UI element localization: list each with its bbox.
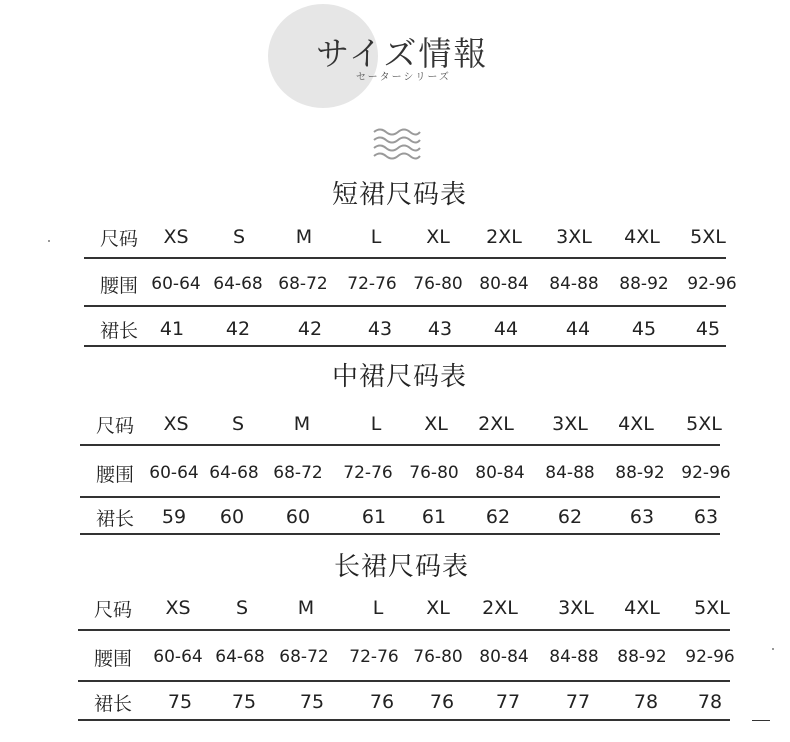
cell: M — [293, 413, 311, 435]
cell: 5XL — [690, 226, 726, 248]
row-divider — [84, 345, 726, 347]
cell: 80-84 — [479, 274, 529, 294]
cell: 63 — [693, 506, 719, 528]
cell: 76-80 — [413, 647, 463, 667]
cell: 72-76 — [347, 274, 397, 294]
cell: 77 — [495, 691, 521, 713]
cell: 44 — [493, 318, 519, 340]
cell: 88-92 — [619, 274, 669, 294]
cell: 62 — [557, 506, 583, 528]
cell: S — [235, 597, 249, 619]
cell: 41 — [159, 318, 185, 340]
cell: 77 — [565, 691, 591, 713]
cell: 60 — [285, 506, 311, 528]
cell: 3XL — [558, 597, 594, 619]
cell: M — [297, 597, 315, 619]
row-label-length: 裙长 — [99, 319, 138, 342]
cell: S — [232, 226, 246, 248]
cell: 3XL — [552, 413, 588, 435]
cell: 43 — [367, 318, 393, 340]
cell: 68-72 — [278, 274, 328, 294]
cell: 5XL — [686, 413, 722, 435]
row-label-waist: 腰围 — [95, 463, 134, 486]
table-row — [80, 498, 720, 536]
cell: 3XL — [556, 226, 592, 248]
cell: 60-64 — [153, 647, 203, 667]
row-divider — [80, 444, 720, 446]
cell: XS — [163, 413, 189, 435]
cell: 59 — [161, 506, 187, 528]
table-title-short: 短裙尺码表 — [332, 180, 468, 210]
cell: 92-96 — [681, 463, 731, 483]
row-label-size: 尺码 — [93, 598, 132, 621]
cell: 61 — [421, 506, 447, 528]
cell: 2XL — [482, 597, 518, 619]
row-divider — [78, 680, 730, 682]
page-title: サイズ情報 — [316, 34, 489, 73]
cell: 72-76 — [343, 463, 393, 483]
corner-mark — [752, 720, 770, 721]
table-title-medium: 中裙尺码表 — [332, 362, 468, 392]
stray-dot — [48, 240, 50, 242]
cell: XL — [426, 597, 450, 619]
cell: 72-76 — [349, 647, 399, 667]
cell: 64-68 — [209, 463, 259, 483]
cell: L — [370, 413, 382, 435]
cell: 92-96 — [685, 647, 735, 667]
cell: 45 — [695, 318, 721, 340]
cell: 84-88 — [549, 647, 599, 667]
cell: S — [231, 413, 245, 435]
table-row — [78, 589, 730, 627]
row-label-waist: 腰围 — [93, 647, 132, 670]
stray-dot — [772, 648, 774, 650]
cell: 60-64 — [149, 463, 199, 483]
cell: 4XL — [618, 413, 654, 435]
page-subtitle: セーターシリーズ — [356, 72, 451, 83]
table-row — [80, 454, 731, 492]
table-row — [84, 218, 726, 256]
cell: 42 — [297, 318, 323, 340]
cell: 76 — [369, 691, 395, 713]
cell: 42 — [225, 318, 251, 340]
cell: L — [370, 226, 382, 248]
cell: 80-84 — [475, 463, 525, 483]
row-divider — [84, 305, 726, 307]
table-title-long: 长裙尺码表 — [334, 552, 470, 582]
cell: 2XL — [486, 226, 522, 248]
cell: 80-84 — [479, 647, 529, 667]
cell: M — [295, 226, 313, 248]
cell: 76-80 — [409, 463, 459, 483]
wave-icon — [372, 126, 422, 162]
row-label-size: 尺码 — [95, 414, 134, 437]
cell: XL — [426, 226, 450, 248]
table-row — [80, 405, 720, 443]
cell: 75 — [231, 691, 257, 713]
cell: L — [372, 597, 384, 619]
row-label-length: 裙长 — [93, 692, 132, 715]
cell: 43 — [427, 318, 453, 340]
cell: 44 — [565, 318, 591, 340]
cell: 75 — [299, 691, 325, 713]
row-divider — [84, 257, 726, 259]
cell: 60-64 — [151, 274, 201, 294]
cell: XL — [424, 413, 448, 435]
cell: 62 — [485, 506, 511, 528]
cell: 4XL — [624, 597, 660, 619]
cell: 4XL — [624, 226, 660, 248]
cell: 68-72 — [279, 647, 329, 667]
cell: 78 — [697, 691, 723, 713]
cell: 2XL — [478, 413, 514, 435]
cell: 88-92 — [617, 647, 667, 667]
table-row — [78, 683, 730, 721]
row-label-waist: 腰围 — [99, 274, 138, 297]
cell: 64-68 — [213, 274, 263, 294]
cell: 84-88 — [549, 274, 599, 294]
table-row — [78, 638, 735, 676]
table-row — [84, 265, 737, 303]
row-divider — [78, 719, 730, 721]
cell: 63 — [629, 506, 655, 528]
row-label-length: 裙长 — [95, 507, 134, 530]
cell: 78 — [633, 691, 659, 713]
cell: 60 — [219, 506, 245, 528]
cell: 92-96 — [687, 274, 737, 294]
cell: 64-68 — [215, 647, 265, 667]
row-divider — [78, 629, 730, 631]
cell: 88-92 — [615, 463, 665, 483]
cell: 76 — [429, 691, 455, 713]
cell: 5XL — [694, 597, 730, 619]
cell: 45 — [631, 318, 657, 340]
cell: 61 — [361, 506, 387, 528]
row-divider — [80, 533, 720, 535]
row-label-size: 尺码 — [99, 227, 138, 250]
cell: 84-88 — [545, 463, 595, 483]
table-row — [84, 310, 726, 348]
cell: XS — [165, 597, 191, 619]
cell: 68-72 — [273, 463, 323, 483]
cell: 76-80 — [413, 274, 463, 294]
cell: XS — [163, 226, 189, 248]
cell: 75 — [167, 691, 193, 713]
